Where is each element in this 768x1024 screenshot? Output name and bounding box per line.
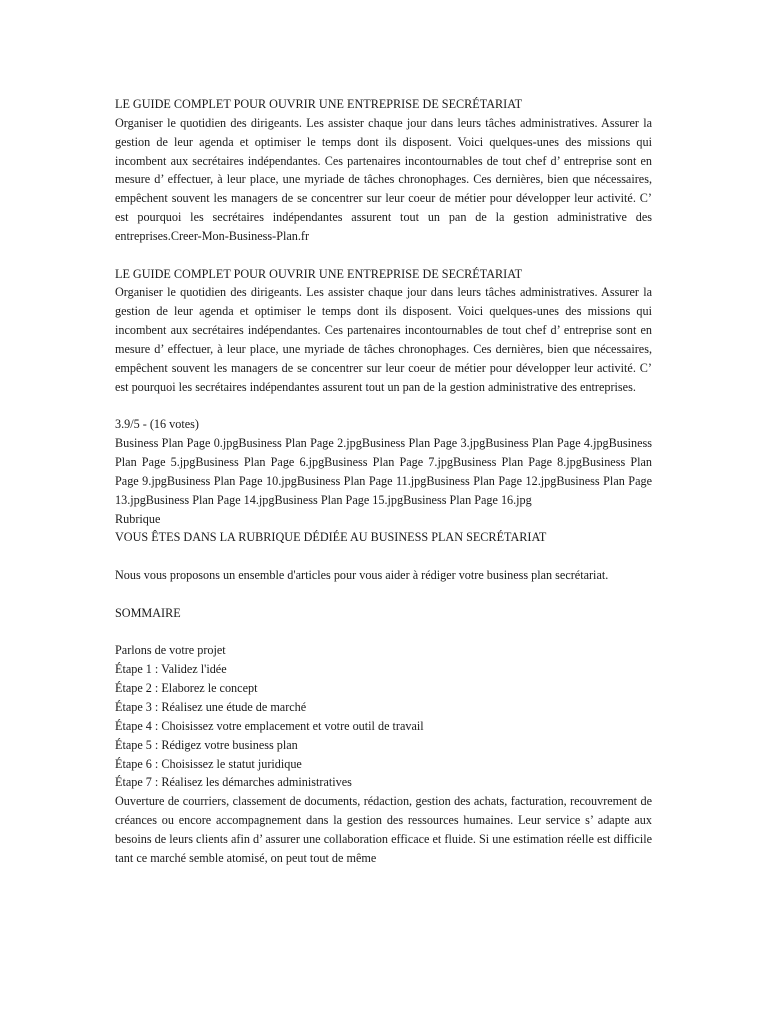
toc-item: Étape 7 : Réalisez les démarches administratives	[115, 775, 352, 790]
spacer	[115, 246, 652, 265]
table-of-contents	[115, 641, 652, 792]
toc-item: Étape 1 : Validez l'idée	[115, 662, 227, 677]
intro-paragraph: Nous vous proposons un ensemble d'articles pour vous aider à rédiger votre business plan secrétariat.	[115, 568, 609, 583]
section-heading-1: LE GUIDE COMPLET POUR OUVRIR UNE ENTREPRISE DE SECRÉTARIAT	[115, 97, 523, 111]
closing-paragraph: Ouverture de courriers, classement de documents, rédaction, gestion des achats, facturation, recouvrement de créances ou encore accompagnement dans la gestion des ressources humaines. Leur service s’ adapte aux besoins de leurs clients afin d’ assurer une collaboration efficace et fluide. Si une estimation réelle est difficile tant ce marché semble atomisé, on peut tout de même	[115, 794, 652, 865]
document-page	[115, 95, 652, 868]
section-body-1: Organiser le quotidien des dirigeants. Les assister chaque jour dans leurs tâches administratives. Assurer la gestion de leur agenda et optimiser le temps dont ils disposent. Voici quelques-unes des missions qui incombent aux secrétaires indépendantes. Ces partenaires incontournables de tout chef d’ entreprise sont en mesure d’ effectuer, à leur place, une myriade de tâches chronophages. Ces dernières, bien que nécessaires, empêchent souvent les managers de se concentrer sur leur coeur de métier pour développer leur activité. C’ est pourquoi les secrétaires indépendantes assurent tout un pan de la gestion administrative des entreprises.Creer-Mon-Business-Plan.fr	[115, 115, 652, 243]
image-filenames-text: Business Plan Page 0.jpgBusiness Plan Page 2.jpgBusiness Plan Page 3.jpgBusiness Plan Page 4.jpgBusiness Plan Page 5.jpgBusiness Plan Page 6.jpgBusiness Plan Page 7.jpgBusiness Plan Page 8.jpgBusiness Plan Page 9.jpgBusiness Plan Page 10.jpgBusiness Plan Page 11.jpgBusiness Plan Page 12.jpgBusiness Plan Page 13.jpgBusiness Plan Page 14.jpgBusiness Plan Page 15.jpgBusiness Plan Page 16.jpg	[115, 436, 652, 507]
spacer	[115, 585, 652, 604]
spacer	[115, 397, 652, 416]
sommaire-title: SOMMAIRE	[115, 605, 181, 620]
toc-item: Parlons de votre projet	[115, 643, 226, 658]
spacer	[115, 547, 652, 566]
rating-text: 3.9/5 - (16 votes)	[115, 417, 199, 432]
section-heading-2: LE GUIDE COMPLET POUR OUVRIR UNE ENTREPRISE DE SECRÉTARIAT	[115, 266, 523, 281]
section-body-2: Organiser le quotidien des dirigeants. Les assister chaque jour dans leurs tâches administratives. Assurer la gestion de leur agenda et optimiser le temps dont ils disposent. Voici quelques-unes des missions qui incombent aux secrétaires indépendantes. Ces partenaires incontournables de tout chef d’ entreprise sont en mesure d’ effectuer, à leur place, une myriade de tâches chronophages. Ces dernières, bien que nécessaires, empêchent souvent les managers de se concentrer sur leur coeur de métier pour développer leur activité. C’ est pourquoi les secrétaires indépendantes assurent tout un pan de la gestion administrative des entreprises.	[115, 285, 652, 394]
toc-item: Étape 4 : Choisissez votre emplacement et votre outil de travail	[115, 718, 424, 733]
toc-item: Étape 5 : Rédigez votre business plan	[115, 737, 298, 752]
rubrique-label: Rubrique	[115, 511, 161, 526]
toc-item: Étape 3 : Réalisez une étude de marché	[115, 700, 307, 714]
toc-item: Étape 2 : Elaborez le concept	[115, 681, 258, 696]
spacer	[115, 623, 652, 642]
rubrique-heading: VOUS ÊTES DANS LA RUBRIQUE DÉDIÉE AU BUSINESS PLAN SECRÉTARIAT	[115, 530, 547, 545]
toc-item: Étape 6 : Choisissez le statut juridique	[115, 756, 302, 771]
